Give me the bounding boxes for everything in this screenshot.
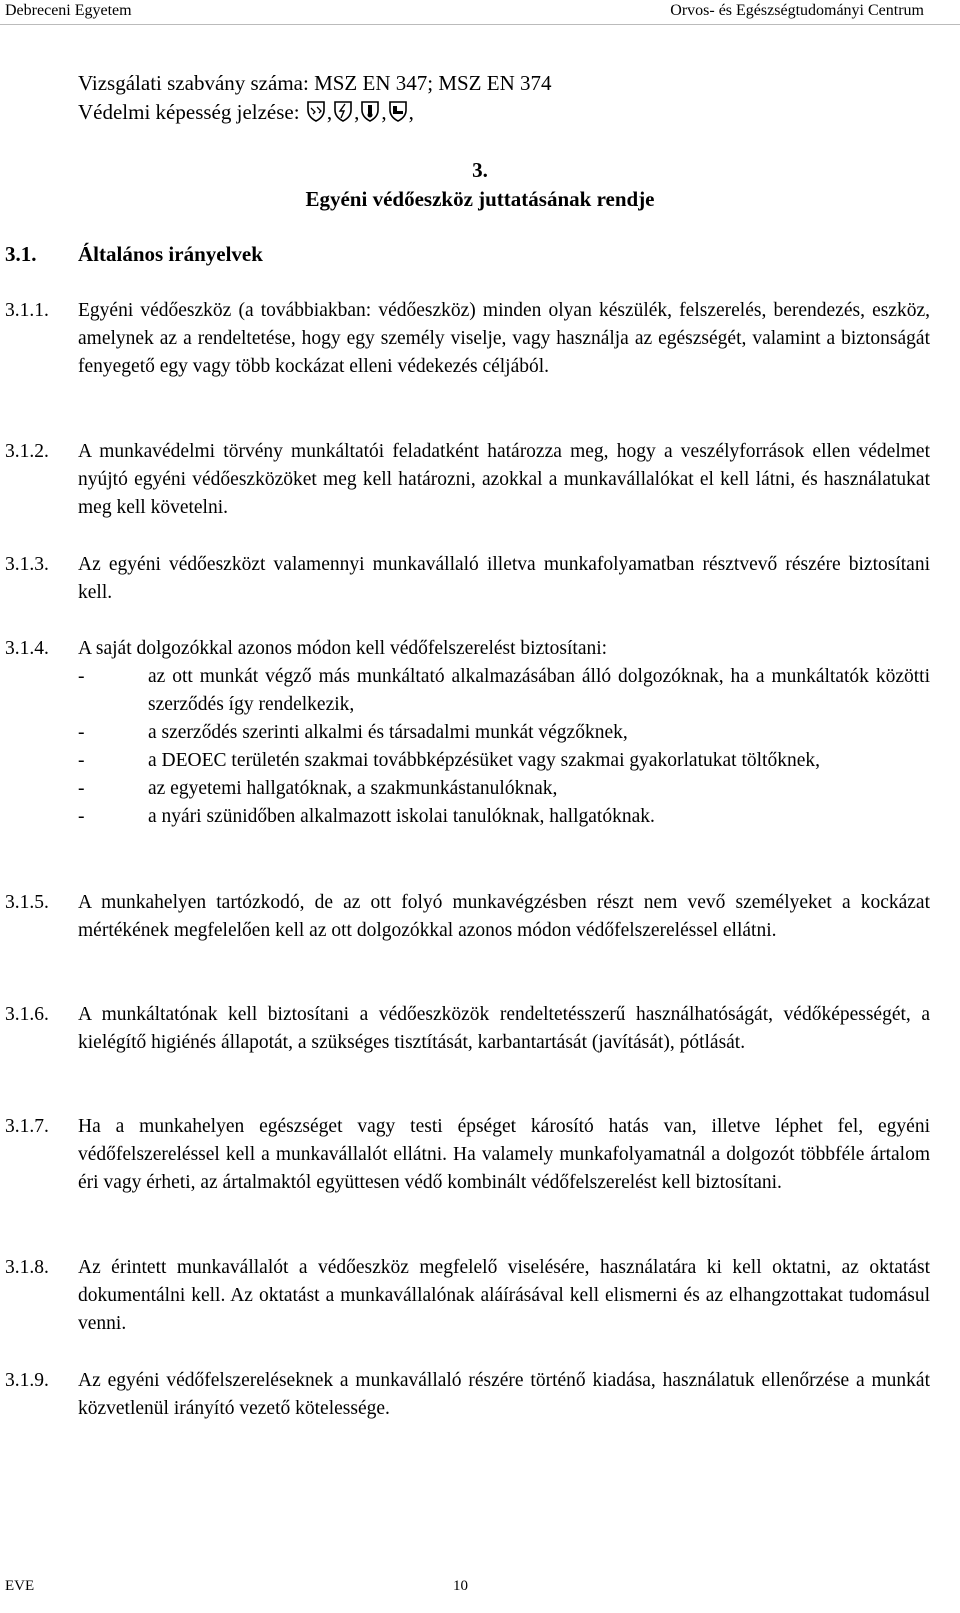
paragraph-3-1-6 (5, 1001, 930, 1057)
paragraph-text: A munkavédelmi törvény munkáltatói feladatként határozza meg, hogy a veszélyforrások ellen védelmet nyújtó egyéni védőeszközöket meg kell határozni, azokkal a munkavállalókat el kell látni, és használatukat meg kell követelni. (78, 441, 930, 518)
subsection-number: 3.1. (5, 242, 37, 266)
marking-line: Védelmi képesség jelzése: , , , , (78, 100, 414, 124)
paragraph-text: A munkahelyen tartózkodó, de az ott folyó munkavégzésben részt nem vevő személyeket a kockázat mértékének megfelelően kell az ott dolgozókkal azonos módon védőfelszereléssel ellátni. (78, 892, 930, 941)
paragraph-text: A munkáltatónak kell biztosítani a védőeszközök rendeltetésszerű használhatóságát, védőképességét, a kielégítő higiénés állapotát, a szükséges tisztítását, karbantartását (javítását), pótlását. (78, 1004, 930, 1053)
paragraph-3-1-7 (5, 1113, 930, 1197)
paragraph-text: Ha a munkahelyen egészséget vagy testi épséget károsító hatás van, illetve léphet fel, egyéni védőfelszereléssel kell a munkavállalót ellátni. Ha valamely munkafolyamatnál a dolgozót többféle ártalom éri vagy érheti, az ártalmaktól együttesen védő kombinált védőfelszerelést kell biztosítani. (78, 1116, 930, 1193)
paragraph-number: 3.1.9. (5, 1370, 49, 1391)
standard-line: Vizsgálati szabvány száma: MSZ EN 347; MSZ EN 374 (78, 71, 552, 95)
paragraph-number: 3.1.5. (5, 892, 49, 913)
paragraph-text: Az érintett munkavállalót a védőeszköz megfelelő viselésére, használatára ki kell oktatni, az oktatást dokumentálni kell. Az oktatást a munkavállalónak aláírásával kell elismerni és az elhangzottakat tudomásul venni. (78, 1257, 930, 1334)
page-number: 10 (453, 1578, 468, 1594)
paragraph-number: 3.1.8. (5, 1257, 49, 1278)
paragraph-3-1-9 (5, 1367, 930, 1423)
paragraph-3-1-5 (5, 889, 930, 945)
paragraph-3-1-2 (5, 438, 930, 522)
paragraph-number: 3.1.1. (5, 300, 49, 321)
paragraph-text: A saját dolgozókkal azonos módon kell védőfelszerelést biztosítani: (78, 638, 608, 659)
section-title: Egyéni védőeszköz juttatásának rendje (305, 187, 655, 211)
header-divider (0, 24, 960, 25)
bullet-list (78, 663, 930, 831)
paragraph-number: 3.1.7. (5, 1116, 49, 1137)
list-item: - a szerződés szerinti alkalmi és társadalmi munkát végzőknek, (78, 722, 628, 743)
header-left: Debreceni Egyetem (5, 2, 132, 19)
paragraph-3-1-4 (5, 635, 930, 831)
paragraph-text: Egyéni védőeszköz (a továbbiakban: védőeszköz) minden olyan készülék, felszerelés, berendezés, eszköz, amelynek az a rendeltetése, hogy egy személy viselje, vagy használja az egészségét, valamint a biztonságát fenyegető egy vagy több kockázat elleni védekezés céljából. (78, 300, 930, 377)
list-item: - az egyetemi hallgatóknak, a szakmunkástanulóknak, (78, 778, 558, 799)
electric-shield-icon (333, 100, 353, 122)
paragraph-number: 3.1.3. (5, 554, 49, 575)
paragraph-number: 3.1.4. (5, 638, 49, 659)
thermal-shield-icon (360, 100, 380, 122)
paragraph-text: Az egyéni védőfelszereléseknek a munkavállaló részére történő kiadása, használatuk ellenőrzése a munkát közvetlenül irányító vezető kötelessége. (78, 1370, 930, 1419)
list-item: - a nyári szünidőben alkalmazott iskolai tanulóknak, hallgatóknak. (78, 806, 655, 827)
list-item: - az ott munkát végző más munkáltató alkalmazásában álló dolgozóknak, ha a munkáltatók közötti szerződés így rendelkezik, (78, 666, 930, 715)
boot-shield-icon (388, 100, 408, 122)
chemical-shield-icon (306, 100, 326, 122)
header-right: Orvos- és Egészségtudományi Centrum (670, 2, 924, 19)
marking-label: Védelmi képesség jelzése: (78, 100, 300, 124)
paragraph-3-1-1 (5, 297, 930, 381)
paragraph-3-1-8 (5, 1254, 930, 1338)
paragraph-number: 3.1.2. (5, 441, 49, 462)
section-number: 3. (472, 158, 488, 182)
paragraph-3-1-3 (5, 551, 930, 607)
list-item: - a DEOEC területén szakmai továbbképzésüket vagy szakmai gyakorlatukat töltőknek, (78, 750, 820, 771)
footer-left: EVE (5, 1578, 35, 1594)
subsection-title: Általános irányelvek (78, 242, 263, 266)
paragraph-number: 3.1.6. (5, 1004, 49, 1025)
paragraph-text: Az egyéni védőeszközt valamennyi munkavállaló illetva munkafolyamatban résztvevő részére biztosítani kell. (78, 554, 930, 603)
